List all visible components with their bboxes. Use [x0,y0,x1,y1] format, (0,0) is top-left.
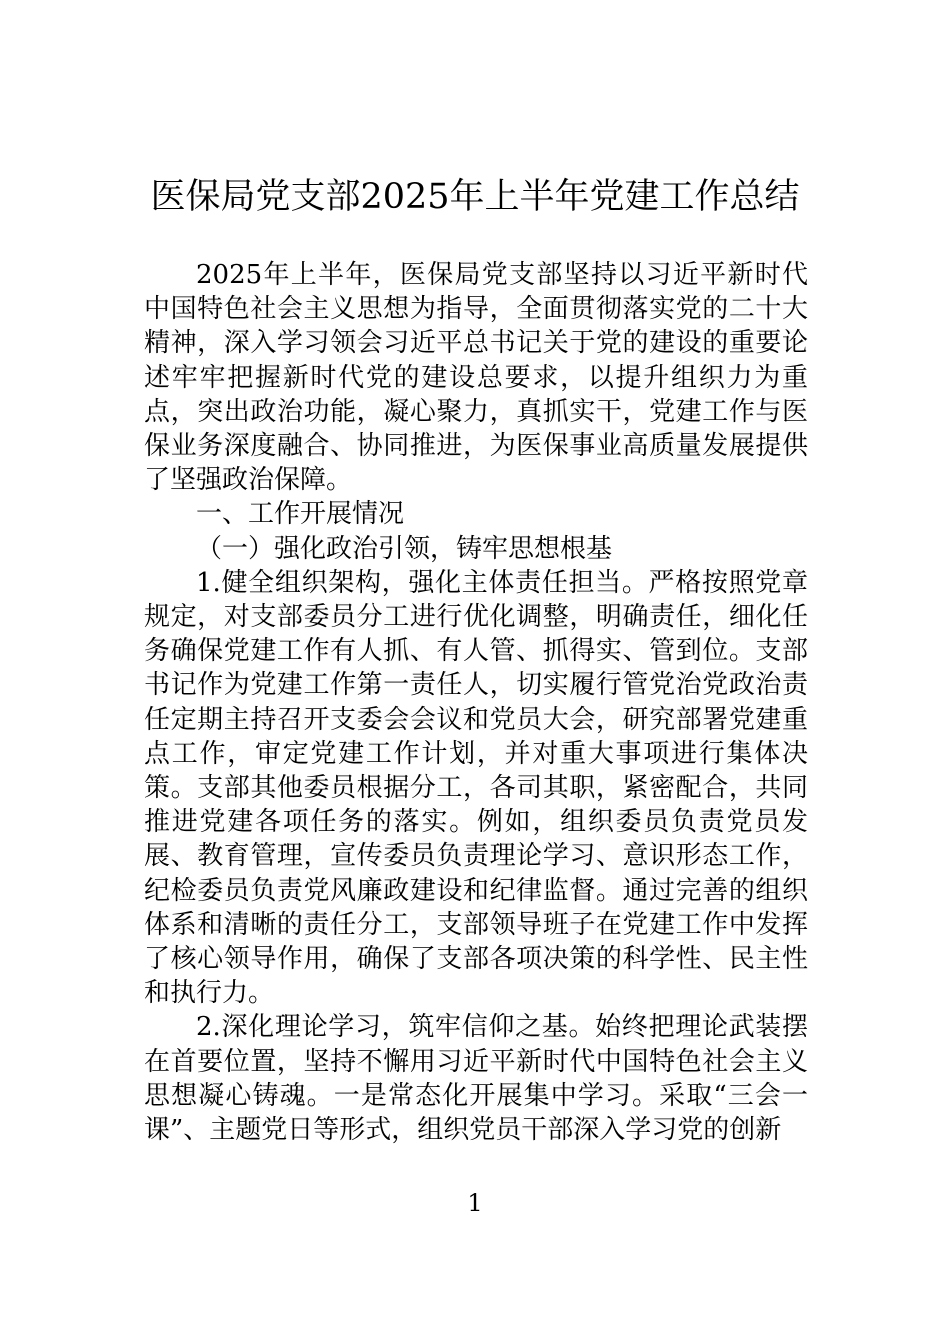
document-body [144,258,808,1147]
intro-paragraph: 2025年上半年，医保局党支部坚持以习近平新时代中国特色社会主义思想为指导，全面贯彻落实党的二十大精神，深入学习领会习近平总书记关于党的建设的重要论述牢牢把握新时代党的建设总要求，以提升组织力为重点，突出政治功能，凝心聚力，真抓实干，党建工作与医保业务深度融合、协同推进，为医保事业高质量发展提供了坚强政治保障。 [144,260,808,496]
page-number: 1 [467,1189,483,1217]
document-title: 医保局党支部2025年上半年党建工作总结 [150,177,800,217]
subsection-heading: （一）强化政治引领，铸牢思想根基 [196,533,613,564]
body-paragraph: 2.深化理论学习，筑牢信仰之基。始终把理论武装摆在首要位置，坚持不懈用习近平新时代中国特色社会主义思想凝心铸魂。一是常态化开展集中学习。采取“三会一课”、主题党日等形式，组织党员干部深入学习党的创新 [144,1012,808,1146]
body-paragraph: 1.健全组织架构，强化主体责任担当。严格按照党章规定，对支部委员分工进行优化调整，明确责任，细化任务确保党建工作有人抓、有人管、抓得实、管到位。支部书记作为党建工作第一责任人，切实履行管党治党政治责任定期主持召开支委会会议和党员大会，研究部署党建重点工作，审定党建工作计划，并对重大事项进行集体决策。支部其他委员根据分工，各司其职，紧密配合，共同推进党建各项任务的落实。例如，组织委员负责党员发展、教育管理，宣传委员负责理论学习、意识形态工作，纪检委员负责党风廉政建设和纪律监督。通过完善的组织体系和清晰的责任分工，支部领导班子在党建工作中发挥了核心领导作用，确保了支部各项决策的科学性、民主性和执行力。 [144,567,808,1009]
section-heading: 一、工作开展情况 [196,499,405,530]
